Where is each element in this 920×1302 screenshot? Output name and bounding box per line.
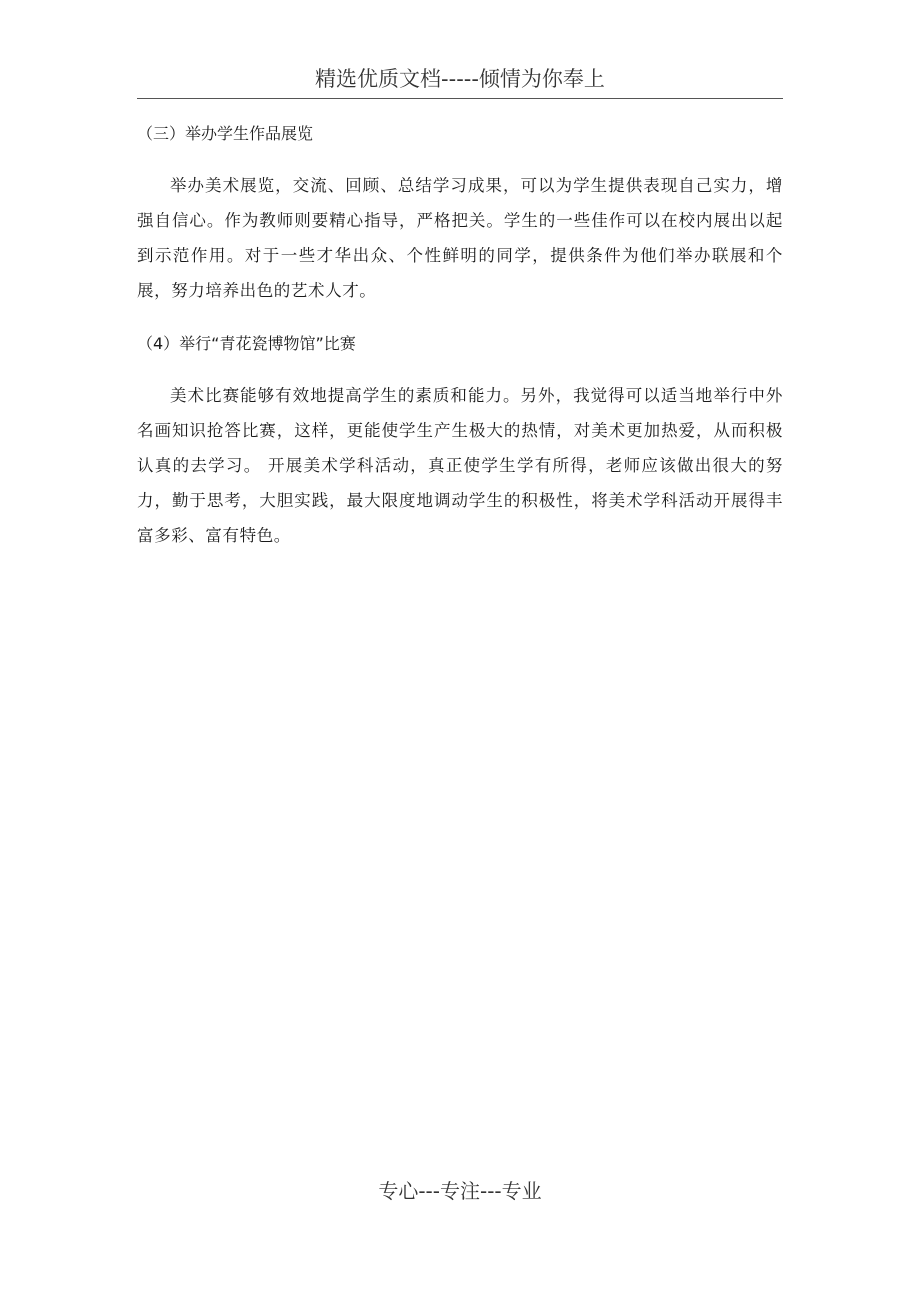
section-heading-competition: （4）举行“青花瓷博物馆”比赛 [137, 334, 356, 353]
section-heading-exhibition: （三）举办学生作品展览 [137, 124, 314, 143]
section-paragraph-exhibition: 举办美术展览，交流、回顾、总结学习成果，可以为学生提供表现自己实力，增强自信心。作为教师则要精心指导，严格把关。学生的一些佳作可以在校内展出以起到示范作用。对于一些才华出众、个性鲜明的同学，提供条件为他们举办联展和个展，努力培养出色的艺术人才。 [137, 176, 783, 300]
document-body [137, 120, 783, 553]
page-footer-text: 专心---专注---专业 [378, 1179, 542, 1203]
section-paragraph-competition: 美术比赛能够有效地提高学生的素质和能力。另外，我觉得可以适当地举行中外名画知识抢答比赛，这样，更能使学生产生极大的热情，对美术更加热爱，从而积极认真的去学习。 开展美术学科活动，真正使学生学有所得，老师应该做出很大的努力，勤于思考，大胆实践，最大限度地调动学生的积极性，将美术学科活动开展得丰富多彩、富有特色。 [137, 386, 783, 545]
header-divider [137, 98, 783, 99]
page-header-title: 精选优质文档-----倾情为你奉上 [315, 67, 605, 91]
